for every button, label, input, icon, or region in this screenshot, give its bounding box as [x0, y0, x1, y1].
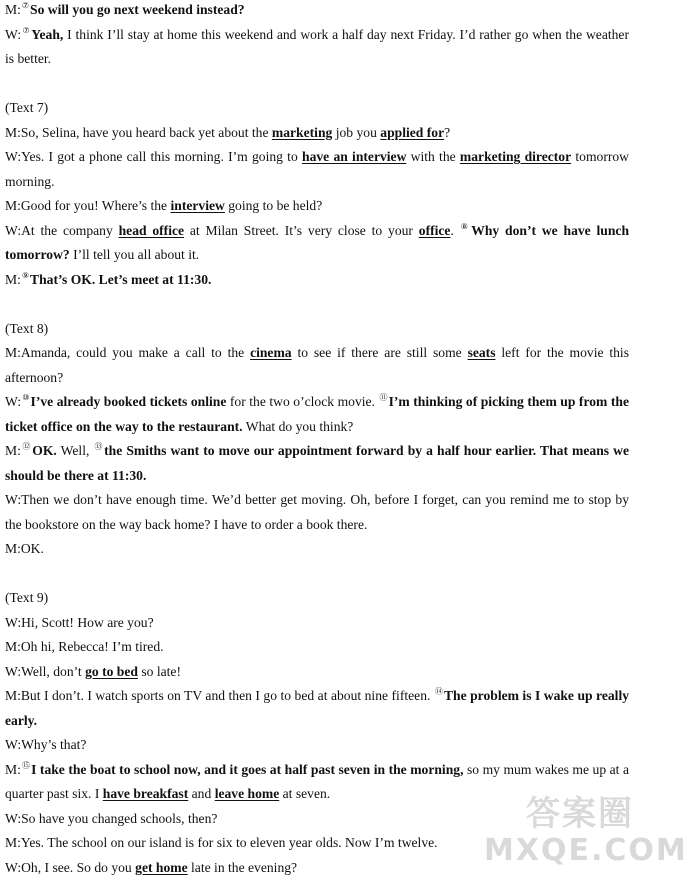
text-run: I’ll tell you all about it.: [69, 247, 200, 262]
question-marker: ⑭: [434, 687, 443, 697]
transcript-line: [5, 660, 629, 685]
text-run: M:: [5, 271, 21, 287]
text-run: Well,: [56, 443, 94, 458]
question-marker: ⑦: [22, 25, 31, 35]
underlined-phrase: marketing: [271, 124, 333, 140]
transcript-line: [5, 268, 629, 293]
transcript-line: [5, 121, 629, 146]
text-run: tomorrow morning.: [5, 149, 629, 189]
text-run: to see if there are still some: [291, 345, 468, 360]
question-marker: ⑩: [22, 393, 30, 403]
underlined-phrase: leave home: [214, 786, 280, 801]
bold-phrase: OK.: [32, 443, 57, 458]
text-run: W:At the company: [5, 222, 119, 238]
text-run: so my mum wakes me up at a quarter past six. I: [5, 761, 630, 801]
text-run: job you: [332, 124, 381, 140]
underlined-phrase: have an interview: [302, 149, 407, 164]
question-marker: ⑨: [21, 270, 30, 280]
text-run: W:Yes. I got a phone call this morning. I’m going to: [5, 149, 303, 164]
text-run: M:Yes. The school on our island is for six to eleven year olds. Now I’m twelve.: [5, 835, 438, 850]
transcript-line: [5, 341, 629, 390]
text-run: at seven.: [279, 786, 331, 801]
text-run: late in the evening?: [187, 859, 298, 875]
transcript-line: [5, 586, 629, 611]
text-run: M:Good for you! Where’s the: [5, 198, 171, 213]
transcript: [5, 0, 629, 880]
underlined-phrase: go to bed: [85, 663, 138, 679]
transcript-line: [5, 488, 629, 537]
question-marker: ⑪: [379, 393, 388, 403]
underlined-phrase: interview: [170, 198, 225, 213]
text-run: ?: [444, 124, 451, 140]
bold-phrase: Yeah,: [31, 26, 64, 42]
watermark-cn: 答案圈: [526, 794, 634, 834]
bold-phrase: I’ve already booked tickets online: [30, 394, 227, 409]
text-run: M:OK.: [5, 541, 44, 556]
text-run: for the two o’clock movie.: [226, 394, 379, 409]
question-marker: ⑫: [21, 442, 32, 452]
text-run: W:: [5, 26, 22, 42]
underlined-phrase: have breakfast: [102, 786, 189, 801]
text-run: W:: [5, 394, 22, 409]
underlined-phrase: get home: [135, 859, 188, 875]
text-run: W:So have you changed schools, then?: [5, 810, 218, 826]
text-run: W:Hi, Scott! How are you?: [5, 614, 154, 630]
text-run: (Text 7): [5, 100, 49, 115]
text-run: (Text 8): [5, 320, 49, 336]
question-marker: ⑦: [21, 1, 30, 11]
transcript-line: [5, 23, 629, 72]
transcript-line: [5, 439, 629, 488]
watermark-en: MXQE.COM: [484, 833, 688, 868]
text-run: M:: [5, 443, 21, 458]
paragraph-gap: [5, 292, 629, 317]
bold-phrase: Why don’t we have lunch tomorrow?: [5, 222, 630, 262]
paragraph-gap: [5, 562, 629, 587]
bold-phrase: I’m thinking of picking them up from the ticket office on the way to the restaurant.: [5, 394, 630, 434]
bold-phrase: That’s OK. Let’s meet at 11:30.: [30, 271, 212, 287]
underlined-phrase: marketing director: [459, 149, 572, 164]
watermark-logo: [484, 794, 688, 878]
text-run: and: [188, 786, 215, 801]
underlined-phrase: office: [418, 222, 451, 238]
bold-phrase: I take the boat to school now, and it goes at half past seven in the morning,: [31, 761, 464, 777]
text-run: (Text 9): [5, 590, 49, 605]
transcript-line: [5, 219, 629, 268]
question-marker: ⑬: [94, 442, 104, 452]
transcript-line: [5, 317, 629, 342]
underlined-phrase: applied for: [380, 124, 445, 140]
transcript-line: [5, 611, 629, 636]
text-run: M:: [5, 2, 21, 17]
transcript-line: [5, 684, 629, 733]
question-marker: ⑮: [21, 760, 31, 770]
underlined-phrase: head office: [118, 222, 185, 238]
text-run: with the: [406, 149, 460, 164]
transcript-line: [5, 635, 629, 660]
bold-phrase: So will you go next weekend instead?: [30, 2, 245, 17]
paragraph-gap: [5, 72, 629, 97]
transcript-line: [5, 96, 629, 121]
transcript-line: [5, 194, 629, 219]
text-run: W:Why’s that?: [5, 737, 87, 752]
underlined-phrase: seats: [467, 345, 496, 360]
text-run: W:Then we don’t have enough time. We’d better get moving. Oh, before I forget, can you remind me to stop by the bookstore on the way back home? I have to order a book there.: [5, 492, 629, 532]
transcript-line: [5, 733, 629, 758]
text-run: W:Well, don’t: [5, 663, 86, 679]
text-run: W:Oh, I see. So do you: [5, 859, 136, 875]
bold-phrase: the Smiths want to move our appointment forward by a half hour earlier. That means we should be there at 11:30.: [5, 443, 629, 483]
text-run: M:But I don’t. I watch sports on TV and then I go to bed at about nine fifteen.: [5, 688, 434, 703]
text-run: M:Oh hi, Rebecca! I’m tired.: [5, 639, 164, 654]
transcript-line: [5, 145, 629, 194]
underlined-phrase: cinema: [250, 345, 292, 360]
bold-phrase: The problem is I wake up really early.: [5, 688, 630, 728]
text-run: .: [450, 222, 460, 238]
question-marker: ⑧: [460, 221, 471, 231]
text-run: I think I’ll stay at home this weekend and work a half day next Friday. I’d rather go when the weather is better.: [5, 26, 629, 66]
transcript-line: [5, 537, 629, 562]
text-run: so late!: [137, 663, 181, 679]
text-run: left for the movie this afternoon?: [5, 345, 630, 385]
transcript-line: [5, 0, 629, 23]
text-run: M:Amanda, could you make a call to the: [5, 345, 251, 360]
text-run: at Milan Street. It’s very close to your: [184, 222, 419, 238]
text-run: going to be held?: [224, 198, 323, 213]
transcript-line: [5, 390, 629, 439]
text-run: M:: [5, 761, 21, 777]
text-run: M:So, Selina, have you heard back yet about the: [5, 124, 272, 140]
text-run: What do you think?: [242, 418, 354, 434]
